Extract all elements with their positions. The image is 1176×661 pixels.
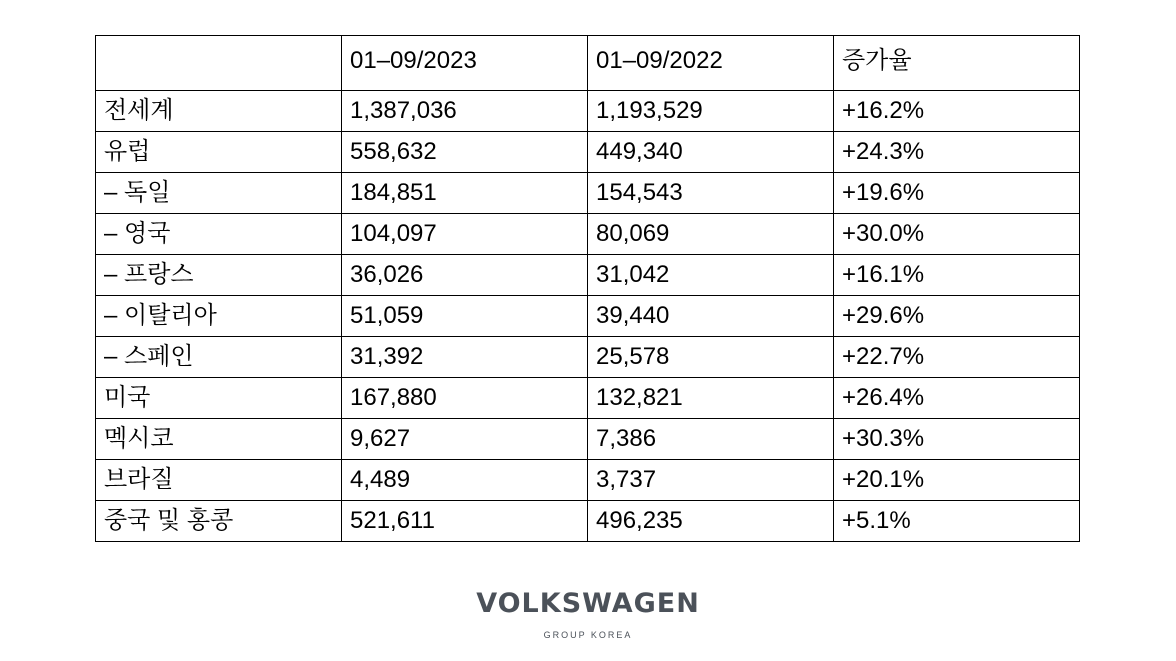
value-2022-cell: 7,386 xyxy=(588,419,834,460)
growth-cell: +24.3% xyxy=(834,132,1080,173)
table-row xyxy=(96,173,1080,214)
value-2023-cell: 4,489 xyxy=(342,460,588,501)
sales-table-container xyxy=(95,35,1079,542)
region-cell: 전세계 xyxy=(96,91,342,132)
header-cell-region xyxy=(96,36,342,91)
header-cell-2022: 01–09/2022 xyxy=(588,36,834,91)
table-row xyxy=(96,419,1080,460)
table-header-row xyxy=(96,36,1080,91)
growth-cell: +22.7% xyxy=(834,337,1080,378)
region-cell: 유럽 xyxy=(96,132,342,173)
value-2022-cell: 25,578 xyxy=(588,337,834,378)
growth-cell: +5.1% xyxy=(834,501,1080,542)
value-2023-cell: 104,097 xyxy=(342,214,588,255)
region-cell: 미국 xyxy=(96,378,342,419)
header-cell-2023: 01–09/2023 xyxy=(342,36,588,91)
region-cell: – 이탈리아 xyxy=(96,296,342,337)
value-2023-cell: 521,611 xyxy=(342,501,588,542)
region-cell: 브라질 xyxy=(96,460,342,501)
table-row xyxy=(96,214,1080,255)
growth-cell: +16.2% xyxy=(834,91,1080,132)
region-cell: – 독일 xyxy=(96,173,342,214)
value-2022-cell: 154,543 xyxy=(588,173,834,214)
value-2023-cell: 51,059 xyxy=(342,296,588,337)
region-cell: – 스페인 xyxy=(96,337,342,378)
table-row xyxy=(96,501,1080,542)
value-2022-cell: 496,235 xyxy=(588,501,834,542)
table-row xyxy=(96,337,1080,378)
value-2022-cell: 80,069 xyxy=(588,214,834,255)
value-2023-cell: 167,880 xyxy=(342,378,588,419)
region-cell: – 영국 xyxy=(96,214,342,255)
value-2022-cell: 132,821 xyxy=(588,378,834,419)
value-2023-cell: 1,387,036 xyxy=(342,91,588,132)
table-row xyxy=(96,460,1080,501)
value-2022-cell: 39,440 xyxy=(588,296,834,337)
growth-cell: +26.4% xyxy=(834,378,1080,419)
value-2023-cell: 36,026 xyxy=(342,255,588,296)
region-cell: 멕시코 xyxy=(96,419,342,460)
table-row xyxy=(96,91,1080,132)
sales-table xyxy=(95,35,1080,542)
table-row xyxy=(96,296,1080,337)
value-2022-cell: 449,340 xyxy=(588,132,834,173)
table-row xyxy=(96,378,1080,419)
volkswagen-group-korea-logo xyxy=(0,588,1176,640)
logo-wordmark: VOLKSWAGEN xyxy=(476,588,700,619)
value-2023-cell: 558,632 xyxy=(342,132,588,173)
growth-cell: +30.0% xyxy=(834,214,1080,255)
value-2023-cell: 9,627 xyxy=(342,419,588,460)
value-2023-cell: 184,851 xyxy=(342,173,588,214)
value-2022-cell: 1,193,529 xyxy=(588,91,834,132)
growth-cell: +29.6% xyxy=(834,296,1080,337)
growth-cell: +20.1% xyxy=(834,460,1080,501)
growth-cell: +19.6% xyxy=(834,173,1080,214)
growth-cell: +16.1% xyxy=(834,255,1080,296)
region-cell: – 프랑스 xyxy=(96,255,342,296)
growth-cell: +30.3% xyxy=(834,419,1080,460)
table-row xyxy=(96,255,1080,296)
region-cell: 중국 및 홍콩 xyxy=(96,501,342,542)
header-cell-growth: 증가율 xyxy=(834,36,1080,91)
value-2022-cell: 31,042 xyxy=(588,255,834,296)
table-row xyxy=(96,132,1080,173)
value-2023-cell: 31,392 xyxy=(342,337,588,378)
logo-subtitle: GROUP KOREA xyxy=(543,630,633,640)
value-2022-cell: 3,737 xyxy=(588,460,834,501)
